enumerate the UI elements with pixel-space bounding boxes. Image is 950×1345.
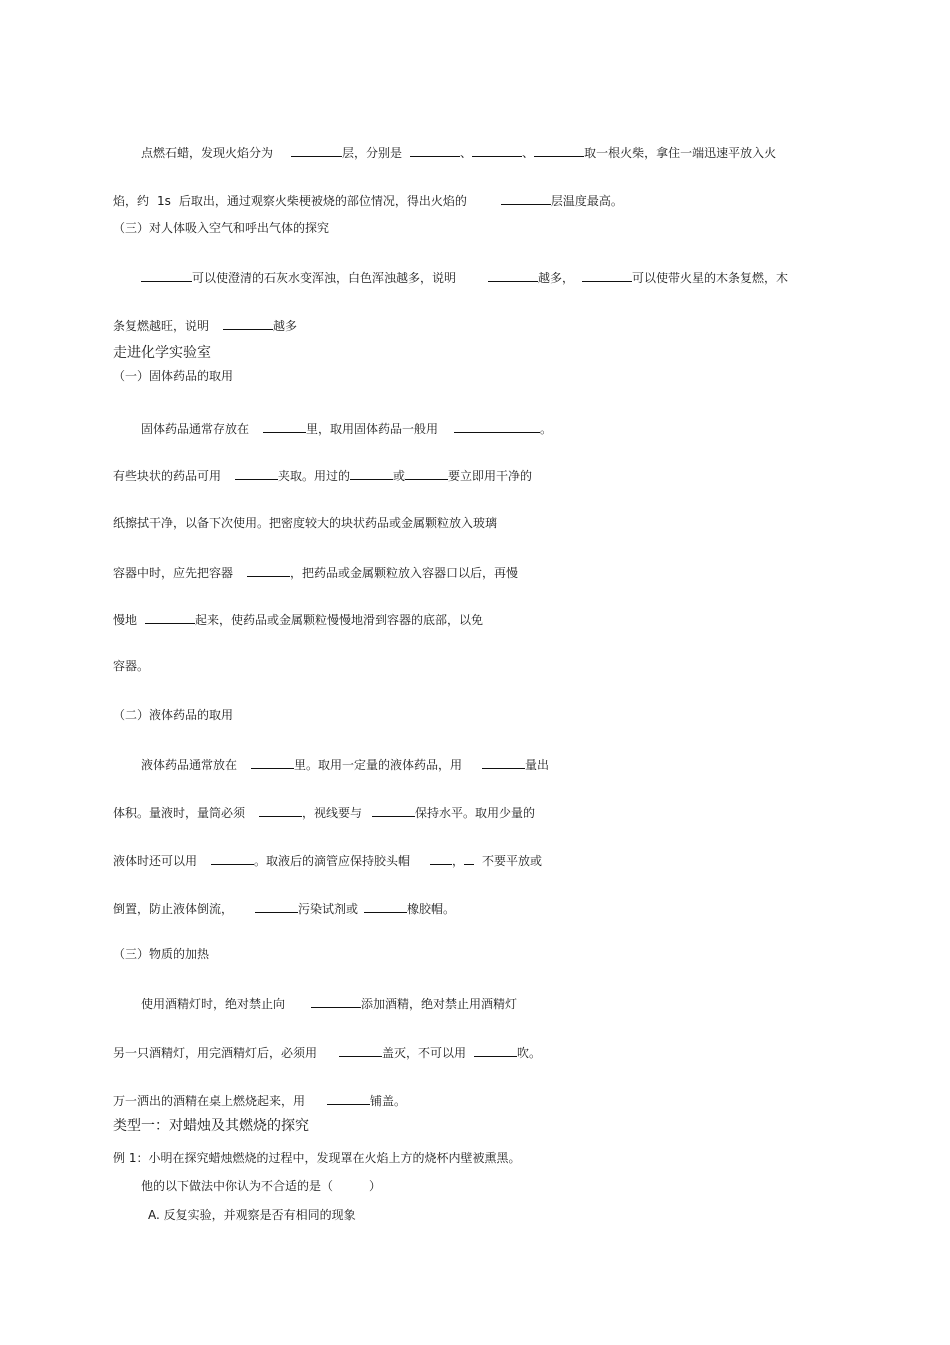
answer-blank[interactable]	[223, 316, 273, 330]
answer-blank[interactable]	[327, 1091, 370, 1105]
text-segment: 橡胶帽。	[407, 902, 456, 916]
answer-blank[interactable]	[259, 803, 302, 817]
text-segment: 越多	[273, 319, 298, 333]
answer-blank[interactable]	[454, 419, 540, 433]
text-segment: 盖灭，不可以用	[382, 1046, 467, 1060]
text-segment: 取一根火柴，拿住一端迅速平放入火	[584, 146, 777, 160]
chapter-title: 走进化学实验室	[113, 345, 211, 361]
text-segment: 使用酒精灯时，绝对禁止向	[141, 997, 286, 1011]
text-segment: 添加酒精，绝对禁止用酒精灯	[361, 997, 518, 1011]
breath-line-2	[113, 316, 297, 334]
text-segment: 不要平放或	[482, 854, 543, 868]
text-segment: 里，取用固体药品一般用	[306, 422, 439, 436]
answer-blank[interactable]	[482, 755, 525, 769]
example-1-question	[141, 1178, 381, 1194]
solid-line-6: 容器。	[113, 659, 150, 673]
answer-blank[interactable]	[372, 803, 415, 817]
breath-line-1	[141, 268, 788, 286]
text-segment: 量出	[525, 758, 550, 772]
answer-blank[interactable]	[311, 994, 361, 1008]
text-segment: 可以使澄清的石灰水变浑浊，白色浑浊越多，说明	[192, 271, 457, 285]
text-segment: 条复燃越旺，说明	[113, 319, 210, 333]
section-title-liquid: （二）液体药品的取用	[113, 708, 234, 722]
text-segment: 、	[460, 146, 473, 160]
text-segment: 焰，约	[113, 194, 150, 208]
text-segment: ）	[369, 1179, 382, 1193]
answer-blank[interactable]	[534, 143, 584, 157]
heat-line-3	[113, 1091, 406, 1109]
answer-blank[interactable]	[211, 851, 254, 865]
text-segment: 或	[393, 469, 406, 483]
liquid-line-4	[113, 899, 455, 917]
text-segment: 体积。量液时，量筒必须	[113, 806, 246, 820]
solid-line-5	[113, 610, 483, 628]
answer-blank[interactable]	[247, 563, 290, 577]
solid-line-2	[113, 466, 532, 484]
answer-blank[interactable]	[145, 610, 195, 624]
liquid-line-3	[113, 851, 542, 869]
text-segment: 层，分别是	[342, 146, 403, 160]
text-segment: 要立即用干净的	[448, 469, 533, 483]
text-segment: 慢地	[113, 613, 138, 627]
example-1-stem: 例 1：小明在探究蜡烛燃烧的过程中，发现罩在火焰上方的烧杯内壁被熏黑。	[113, 1151, 521, 1165]
answer-blank[interactable]	[501, 191, 551, 205]
option-a: A. 反复实验，并观察是否有相同的现象	[148, 1208, 356, 1222]
heat-line-1	[141, 994, 517, 1012]
answer-blank[interactable]	[350, 466, 393, 480]
answer-blank[interactable]	[251, 755, 294, 769]
text-segment: 夹取。用过的	[278, 469, 351, 483]
answer-blank[interactable]	[235, 466, 278, 480]
text-segment: 吹。	[517, 1046, 542, 1060]
section-title-heat: （三）物质的加热	[113, 947, 210, 961]
text-segment: 、	[522, 146, 535, 160]
text-segment: 。取液后的滴管应保持胶头帽	[254, 854, 411, 868]
text-segment: 1s	[157, 194, 171, 208]
solid-line-4	[113, 563, 518, 581]
answer-blank[interactable]	[488, 268, 538, 282]
text-segment: 液体时还可以用	[113, 854, 198, 868]
text-segment: 。	[540, 422, 553, 436]
answer-blank[interactable]	[430, 851, 452, 865]
liquid-line-1	[141, 755, 549, 773]
text-segment: 万一洒出的酒精在桌上燃烧起来，用	[113, 1094, 306, 1108]
text-segment: 保持水平。取用少量的	[415, 806, 536, 820]
text-segment: 铺盖。	[370, 1094, 407, 1108]
answer-blank[interactable]	[339, 1043, 382, 1057]
section-title-breath: （三）对人体吸入空气和呼出气体的探究	[113, 221, 330, 235]
section-title-solid: （一）固体药品的取用	[113, 369, 234, 383]
solid-line-3: 纸擦拭干净，以备下次使用。把密度较大的块状药品或金属颗粒放入玻璃	[113, 516, 498, 530]
text-segment: 有些块状的药品可用	[113, 469, 222, 483]
text-segment: 容器中时，应先把容器	[113, 566, 234, 580]
liquid-line-2	[113, 803, 535, 821]
text-segment: 越多，	[538, 271, 575, 285]
candle-flame-line-2	[113, 191, 623, 209]
answer-blank[interactable]	[472, 143, 522, 157]
text-segment: 污染试剂或	[298, 902, 359, 916]
type-one-title: 类型一：对蜡烛及其燃烧的探究	[113, 1118, 309, 1134]
text-segment: ，	[452, 854, 465, 868]
answer-blank[interactable]	[464, 851, 474, 865]
solid-line-1	[141, 419, 552, 437]
answer-blank[interactable]	[364, 899, 407, 913]
heat-line-2	[113, 1043, 541, 1061]
text-segment: 后取出，通过观察火柴梗被烧的部位情况，得出火焰的	[178, 194, 467, 208]
text-segment: ，把药品或金属颗粒放入容器口以后，再慢	[290, 566, 519, 580]
candle-flame-line-1	[141, 143, 776, 161]
answer-blank[interactable]	[405, 466, 448, 480]
text-segment: 液体药品通常放在	[141, 758, 238, 772]
answer-blank[interactable]	[410, 143, 460, 157]
text-segment: 他的以下做法中你认为不合适的是（	[141, 1179, 334, 1193]
answer-blank[interactable]	[582, 268, 632, 282]
text-segment: 固体药品通常存放在	[141, 422, 250, 436]
text-segment: 层温度最高。	[550, 194, 623, 208]
answer-blank[interactable]	[141, 268, 192, 282]
text-segment: 可以使带火星的木条复燃，木	[632, 271, 789, 285]
answer-blank[interactable]	[474, 1043, 517, 1057]
text-segment: 里。取用一定量的液体药品，用	[294, 758, 463, 772]
text-segment: 倒置，防止液体倒流，	[113, 902, 234, 916]
text-segment: 点燃石蜡，发现火焰分为	[141, 146, 274, 160]
text-segment: 另一只酒精灯，用完酒精灯后，必须用	[113, 1046, 318, 1060]
answer-blank[interactable]	[263, 419, 306, 433]
answer-blank[interactable]	[291, 143, 342, 157]
answer-blank[interactable]	[255, 899, 298, 913]
text-segment: ，视线要与	[302, 806, 363, 820]
text-segment: 起来，使药品或金属颗粒慢慢地滑到容器的底部，以免	[195, 613, 484, 627]
